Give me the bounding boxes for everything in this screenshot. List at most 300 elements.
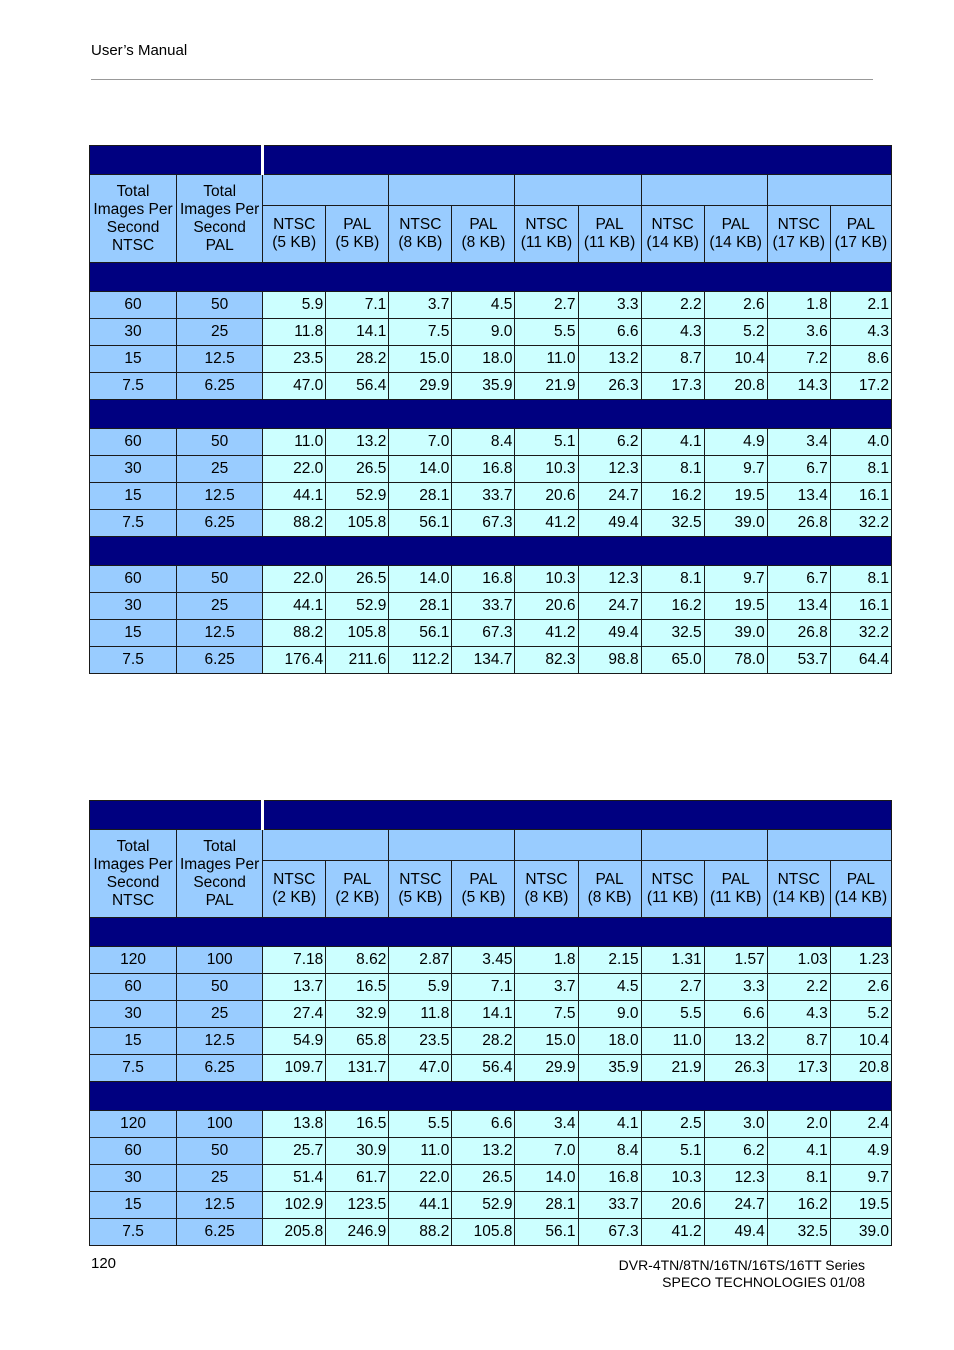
value-cell: 35.9 xyxy=(578,1055,641,1082)
column-group-row xyxy=(90,175,892,206)
value-cell: 67.3 xyxy=(452,510,515,537)
value-cell: 41.2 xyxy=(515,510,578,537)
column-header: NTSC (8 KB) xyxy=(515,861,578,918)
column-group-cell xyxy=(263,175,389,206)
value-cell: 64.4 xyxy=(830,647,891,674)
value-cell: 11.8 xyxy=(389,1001,452,1028)
value-cell: 44.1 xyxy=(389,1192,452,1219)
value-cell: 5.5 xyxy=(389,1111,452,1138)
value-cell: 52.9 xyxy=(326,483,389,510)
value-cell: 29.9 xyxy=(389,373,452,400)
value-cell: 26.3 xyxy=(704,1055,767,1082)
value-cell: 5.5 xyxy=(641,1001,704,1028)
value-cell: 56.4 xyxy=(326,373,389,400)
title-band-right xyxy=(263,801,892,830)
value-cell: 1.31 xyxy=(641,947,704,974)
value-cell: 16.8 xyxy=(578,1165,641,1192)
table-row xyxy=(90,566,892,593)
value-cell: 20.6 xyxy=(515,593,578,620)
value-cell: 53.7 xyxy=(767,647,830,674)
section-band xyxy=(90,1082,892,1111)
value-cell: 54.9 xyxy=(263,1028,326,1055)
value-cell: 7.1 xyxy=(326,292,389,319)
value-cell: 6.6 xyxy=(704,1001,767,1028)
value-cell: 18.0 xyxy=(578,1028,641,1055)
value-cell: 20.6 xyxy=(641,1192,704,1219)
value-cell: 13.7 xyxy=(263,974,326,1001)
value-cell: 5.9 xyxy=(389,974,452,1001)
column-header: PAL (14 KB) xyxy=(704,206,767,263)
value-cell: 4.5 xyxy=(578,974,641,1001)
value-cell: 18.0 xyxy=(452,346,515,373)
header-divider xyxy=(91,79,873,80)
value-cell: 20.8 xyxy=(830,1055,891,1082)
value-cell: 13.2 xyxy=(452,1138,515,1165)
value-cell: 14.1 xyxy=(326,319,389,346)
ntsc-ips-cell: 7.5 xyxy=(90,373,177,400)
title-band-row xyxy=(90,801,892,830)
value-cell: 1.8 xyxy=(767,292,830,319)
running-header: User’s Manual xyxy=(91,42,188,59)
value-cell: 105.8 xyxy=(326,620,389,647)
value-cell: 211.6 xyxy=(326,647,389,674)
value-cell: 20.6 xyxy=(515,483,578,510)
value-cell: 7.1 xyxy=(452,974,515,1001)
value-cell: 82.3 xyxy=(515,647,578,674)
value-cell: 22.0 xyxy=(389,1165,452,1192)
pal-ips-cell: 50 xyxy=(177,1138,263,1165)
value-cell: 56.1 xyxy=(389,620,452,647)
value-cell: 2.1 xyxy=(830,292,891,319)
value-cell: 24.7 xyxy=(578,483,641,510)
value-cell: 17.3 xyxy=(641,373,704,400)
ntsc-ips-cell: 60 xyxy=(90,429,177,456)
value-cell: 3.3 xyxy=(578,292,641,319)
ntsc-ips-cell: 120 xyxy=(90,1111,177,1138)
value-cell: 33.7 xyxy=(452,483,515,510)
value-cell: 25.7 xyxy=(263,1138,326,1165)
pal-ips-cell: 25 xyxy=(177,456,263,483)
value-cell: 32.5 xyxy=(767,1219,830,1246)
value-cell: 32.2 xyxy=(830,510,891,537)
value-cell: 3.4 xyxy=(515,1111,578,1138)
value-cell: 16.1 xyxy=(830,483,891,510)
value-cell: 5.2 xyxy=(830,1001,891,1028)
title-band-right xyxy=(263,146,892,175)
ntsc-ips-cell: 7.5 xyxy=(90,647,177,674)
value-cell: 19.5 xyxy=(830,1192,891,1219)
value-cell: 105.8 xyxy=(452,1219,515,1246)
value-cell: 56.1 xyxy=(515,1219,578,1246)
value-cell: 11.0 xyxy=(389,1138,452,1165)
value-cell: 8.1 xyxy=(830,456,891,483)
ntsc-ips-cell: 30 xyxy=(90,1001,177,1028)
pal-ips-cell: 6.25 xyxy=(177,510,263,537)
column-header: PAL (14 KB) xyxy=(830,861,891,918)
value-cell: 131.7 xyxy=(326,1055,389,1082)
value-cell: 16.8 xyxy=(452,566,515,593)
value-cell: 52.9 xyxy=(452,1192,515,1219)
value-cell: 5.1 xyxy=(641,1138,704,1165)
table-row xyxy=(90,373,892,400)
value-cell: 88.2 xyxy=(263,620,326,647)
ntsc-ips-cell: 15 xyxy=(90,483,177,510)
table-row xyxy=(90,1219,892,1246)
value-cell: 4.3 xyxy=(767,1001,830,1028)
value-cell: 23.5 xyxy=(263,346,326,373)
value-cell: 28.1 xyxy=(389,593,452,620)
ntsc-ips-cell: 120 xyxy=(90,947,177,974)
table-row xyxy=(90,483,892,510)
value-cell: 8.1 xyxy=(641,456,704,483)
value-cell: 10.3 xyxy=(515,566,578,593)
value-cell: 4.3 xyxy=(641,319,704,346)
value-cell: 35.9 xyxy=(452,373,515,400)
value-cell: 21.9 xyxy=(515,373,578,400)
title-band-left xyxy=(90,801,263,830)
value-cell: 9.0 xyxy=(578,1001,641,1028)
value-cell: 10.4 xyxy=(830,1028,891,1055)
column-header: NTSC (17 KB) xyxy=(767,206,830,263)
pal-ips-cell: 50 xyxy=(177,292,263,319)
value-cell: 2.0 xyxy=(767,1111,830,1138)
label-total-images-ntsc: Total Images Per Second NTSC xyxy=(90,830,177,918)
value-cell: 2.87 xyxy=(389,947,452,974)
value-cell: 8.7 xyxy=(641,346,704,373)
value-cell: 13.4 xyxy=(767,483,830,510)
value-cell: 21.9 xyxy=(641,1055,704,1082)
value-cell: 16.5 xyxy=(326,1111,389,1138)
value-cell: 12.3 xyxy=(578,566,641,593)
table-row xyxy=(90,346,892,373)
table-row xyxy=(90,1192,892,1219)
value-cell: 205.8 xyxy=(263,1219,326,1246)
value-cell: 49.4 xyxy=(704,1219,767,1246)
value-cell: 12.3 xyxy=(704,1165,767,1192)
pal-ips-cell: 6.25 xyxy=(177,373,263,400)
pal-ips-cell: 6.25 xyxy=(177,1055,263,1082)
value-cell: 14.0 xyxy=(389,456,452,483)
value-cell: 24.7 xyxy=(578,593,641,620)
section-band-row xyxy=(90,918,892,947)
ntsc-ips-cell: 30 xyxy=(90,456,177,483)
value-cell: 44.1 xyxy=(263,593,326,620)
value-cell: 8.62 xyxy=(326,947,389,974)
value-cell: 4.9 xyxy=(704,429,767,456)
value-cell: 16.1 xyxy=(830,593,891,620)
value-cell: 32.9 xyxy=(326,1001,389,1028)
value-cell: 4.0 xyxy=(830,429,891,456)
column-header: PAL (8 KB) xyxy=(578,861,641,918)
value-cell: 39.0 xyxy=(830,1219,891,1246)
pal-ips-cell: 12.5 xyxy=(177,1192,263,1219)
column-group-cell xyxy=(641,830,767,861)
value-cell: 3.0 xyxy=(704,1111,767,1138)
value-cell: 14.0 xyxy=(515,1165,578,1192)
value-cell: 2.2 xyxy=(641,292,704,319)
value-cell: 134.7 xyxy=(452,647,515,674)
ntsc-ips-cell: 7.5 xyxy=(90,1219,177,1246)
value-cell: 8.1 xyxy=(641,566,704,593)
value-cell: 67.3 xyxy=(578,1219,641,1246)
column-group-cell xyxy=(767,175,891,206)
table-row xyxy=(90,510,892,537)
column-header: NTSC (8 KB) xyxy=(389,206,452,263)
value-cell: 13.4 xyxy=(767,593,830,620)
value-cell: 12.3 xyxy=(578,456,641,483)
column-group-cell xyxy=(515,830,641,861)
value-cell: 3.3 xyxy=(704,974,767,1001)
value-cell: 16.8 xyxy=(452,456,515,483)
value-cell: 123.5 xyxy=(326,1192,389,1219)
ntsc-ips-cell: 15 xyxy=(90,346,177,373)
pal-ips-cell: 12.5 xyxy=(177,620,263,647)
section-band-row xyxy=(90,537,892,566)
ntsc-ips-cell: 30 xyxy=(90,593,177,620)
column-header: NTSC (5 KB) xyxy=(389,861,452,918)
value-cell: 98.8 xyxy=(578,647,641,674)
value-cell: 7.0 xyxy=(515,1138,578,1165)
value-cell: 10.3 xyxy=(515,456,578,483)
table-row xyxy=(90,593,892,620)
value-cell: 2.7 xyxy=(515,292,578,319)
value-cell: 4.1 xyxy=(641,429,704,456)
recording-rate-table-1 xyxy=(89,145,892,674)
recording-rate-table-2 xyxy=(89,800,892,1246)
value-cell: 15.0 xyxy=(515,1028,578,1055)
value-cell: 33.7 xyxy=(578,1192,641,1219)
column-header: PAL (5 KB) xyxy=(452,861,515,918)
value-cell: 39.0 xyxy=(704,510,767,537)
ntsc-ips-cell: 7.5 xyxy=(90,510,177,537)
table-row xyxy=(90,947,892,974)
pal-ips-cell: 25 xyxy=(177,1001,263,1028)
value-cell: 28.1 xyxy=(515,1192,578,1219)
title-band-row xyxy=(90,146,892,175)
value-cell: 13.2 xyxy=(578,346,641,373)
value-cell: 4.5 xyxy=(452,292,515,319)
table-row xyxy=(90,974,892,1001)
pal-ips-cell: 25 xyxy=(177,319,263,346)
value-cell: 16.2 xyxy=(641,483,704,510)
value-cell: 6.2 xyxy=(578,429,641,456)
value-cell: 49.4 xyxy=(578,620,641,647)
pal-ips-cell: 12.5 xyxy=(177,346,263,373)
value-cell: 13.2 xyxy=(704,1028,767,1055)
pal-ips-cell: 12.5 xyxy=(177,1028,263,1055)
pal-ips-cell: 25 xyxy=(177,1165,263,1192)
value-cell: 28.1 xyxy=(389,483,452,510)
value-cell: 28.2 xyxy=(452,1028,515,1055)
value-cell: 5.9 xyxy=(263,292,326,319)
value-cell: 78.0 xyxy=(704,647,767,674)
value-cell: 41.2 xyxy=(641,1219,704,1246)
column-group-cell xyxy=(515,175,641,206)
column-group-cell xyxy=(767,830,891,861)
value-cell: 8.6 xyxy=(830,346,891,373)
section-band xyxy=(90,918,892,947)
pal-ips-cell: 6.25 xyxy=(177,647,263,674)
value-cell: 11.0 xyxy=(263,429,326,456)
value-cell: 41.2 xyxy=(515,620,578,647)
value-cell: 8.7 xyxy=(767,1028,830,1055)
value-cell: 9.0 xyxy=(452,319,515,346)
value-cell: 20.8 xyxy=(704,373,767,400)
value-cell: 65.8 xyxy=(326,1028,389,1055)
value-cell: 32.5 xyxy=(641,620,704,647)
value-cell: 6.6 xyxy=(452,1111,515,1138)
value-cell: 102.9 xyxy=(263,1192,326,1219)
value-cell: 2.4 xyxy=(830,1111,891,1138)
value-cell: 7.5 xyxy=(389,319,452,346)
value-cell: 13.2 xyxy=(326,429,389,456)
table-row xyxy=(90,292,892,319)
value-cell: 8.4 xyxy=(452,429,515,456)
footer-model-line: DVR-4TN/8TN/16TN/16TS/16TT Series xyxy=(618,1257,865,1273)
value-cell: 56.4 xyxy=(452,1055,515,1082)
value-cell: 26.8 xyxy=(767,510,830,537)
value-cell: 176.4 xyxy=(263,647,326,674)
value-cell: 6.7 xyxy=(767,456,830,483)
value-cell: 1.03 xyxy=(767,947,830,974)
value-cell: 32.5 xyxy=(641,510,704,537)
pal-ips-cell: 50 xyxy=(177,566,263,593)
value-cell: 10.3 xyxy=(641,1165,704,1192)
value-cell: 56.1 xyxy=(389,510,452,537)
value-cell: 17.3 xyxy=(767,1055,830,1082)
value-cell: 16.2 xyxy=(767,1192,830,1219)
ntsc-ips-cell: 15 xyxy=(90,620,177,647)
value-cell: 4.1 xyxy=(578,1111,641,1138)
value-cell: 7.5 xyxy=(515,1001,578,1028)
value-cell: 105.8 xyxy=(326,510,389,537)
value-cell: 15.0 xyxy=(389,346,452,373)
value-cell: 17.2 xyxy=(830,373,891,400)
value-cell: 4.3 xyxy=(830,319,891,346)
value-cell: 6.7 xyxy=(767,566,830,593)
value-cell: 2.15 xyxy=(578,947,641,974)
value-cell: 3.45 xyxy=(452,947,515,974)
pal-ips-cell: 100 xyxy=(177,1111,263,1138)
section-band xyxy=(90,537,892,566)
value-cell: 9.7 xyxy=(830,1165,891,1192)
value-cell: 11.0 xyxy=(641,1028,704,1055)
section-band xyxy=(90,263,892,292)
value-cell: 6.2 xyxy=(704,1138,767,1165)
value-cell: 1.23 xyxy=(830,947,891,974)
value-cell: 67.3 xyxy=(452,620,515,647)
column-header: NTSC (14 KB) xyxy=(767,861,830,918)
column-header: NTSC (11 KB) xyxy=(641,861,704,918)
value-cell: 24.7 xyxy=(704,1192,767,1219)
value-cell: 7.0 xyxy=(389,429,452,456)
value-cell: 65.0 xyxy=(641,647,704,674)
value-cell: 10.4 xyxy=(704,346,767,373)
value-cell: 8.1 xyxy=(830,566,891,593)
value-cell: 47.0 xyxy=(263,373,326,400)
table-row xyxy=(90,429,892,456)
page-number: 120 xyxy=(91,1255,117,1272)
pal-ips-cell: 50 xyxy=(177,429,263,456)
column-header: PAL (11 KB) xyxy=(704,861,767,918)
value-cell: 7.18 xyxy=(263,947,326,974)
value-cell: 26.5 xyxy=(326,566,389,593)
table-row xyxy=(90,456,892,483)
pal-ips-cell: 25 xyxy=(177,593,263,620)
value-cell: 14.1 xyxy=(452,1001,515,1028)
column-header: PAL (8 KB) xyxy=(452,206,515,263)
value-cell: 5.1 xyxy=(515,429,578,456)
value-cell: 26.5 xyxy=(326,456,389,483)
value-cell: 2.5 xyxy=(641,1111,704,1138)
column-group-cell xyxy=(389,830,515,861)
value-cell: 3.7 xyxy=(389,292,452,319)
value-cell: 4.9 xyxy=(830,1138,891,1165)
ntsc-ips-cell: 30 xyxy=(90,319,177,346)
value-cell: 23.5 xyxy=(389,1028,452,1055)
column-group-cell xyxy=(389,175,515,206)
value-cell: 8.1 xyxy=(767,1165,830,1192)
table-row xyxy=(90,1138,892,1165)
table-row xyxy=(90,1028,892,1055)
ntsc-ips-cell: 30 xyxy=(90,1165,177,1192)
section-band xyxy=(90,400,892,429)
table-row xyxy=(90,319,892,346)
value-cell: 13.8 xyxy=(263,1111,326,1138)
title-band-left xyxy=(90,146,263,175)
value-cell: 3.7 xyxy=(515,974,578,1001)
value-cell: 5.5 xyxy=(515,319,578,346)
column-header: NTSC (5 KB) xyxy=(263,206,326,263)
value-cell: 44.1 xyxy=(263,483,326,510)
value-cell: 2.7 xyxy=(641,974,704,1001)
value-cell: 16.5 xyxy=(326,974,389,1001)
footer-company-line: SPECO TECHNOLOGIES 01/08 xyxy=(662,1274,865,1290)
value-cell: 51.4 xyxy=(263,1165,326,1192)
column-header: PAL (17 KB) xyxy=(830,206,891,263)
ntsc-ips-cell: 15 xyxy=(90,1192,177,1219)
value-cell: 6.6 xyxy=(578,319,641,346)
table-row xyxy=(90,1001,892,1028)
value-cell: 11.0 xyxy=(515,346,578,373)
value-cell: 5.2 xyxy=(704,319,767,346)
section-band-row xyxy=(90,400,892,429)
value-cell: 246.9 xyxy=(326,1219,389,1246)
value-cell: 4.1 xyxy=(767,1138,830,1165)
section-band-row xyxy=(90,1082,892,1111)
section-band-row xyxy=(90,263,892,292)
column-header: NTSC (14 KB) xyxy=(641,206,704,263)
ntsc-ips-cell: 7.5 xyxy=(90,1055,177,1082)
value-cell: 30.9 xyxy=(326,1138,389,1165)
value-cell: 16.2 xyxy=(641,593,704,620)
value-cell: 7.2 xyxy=(767,346,830,373)
value-cell: 49.4 xyxy=(578,510,641,537)
value-cell: 22.0 xyxy=(263,456,326,483)
value-cell: 26.3 xyxy=(578,373,641,400)
value-cell: 1.57 xyxy=(704,947,767,974)
column-header: PAL (11 KB) xyxy=(578,206,641,263)
value-cell: 3.4 xyxy=(767,429,830,456)
value-cell: 47.0 xyxy=(389,1055,452,1082)
footer xyxy=(619,1257,865,1291)
value-cell: 29.9 xyxy=(515,1055,578,1082)
label-total-images-pal: Total Images Per Second PAL xyxy=(177,175,263,263)
column-header: NTSC (2 KB) xyxy=(263,861,326,918)
value-cell: 19.5 xyxy=(704,483,767,510)
column-header: NTSC (11 KB) xyxy=(515,206,578,263)
label-total-images-pal: Total Images Per Second PAL xyxy=(177,830,263,918)
